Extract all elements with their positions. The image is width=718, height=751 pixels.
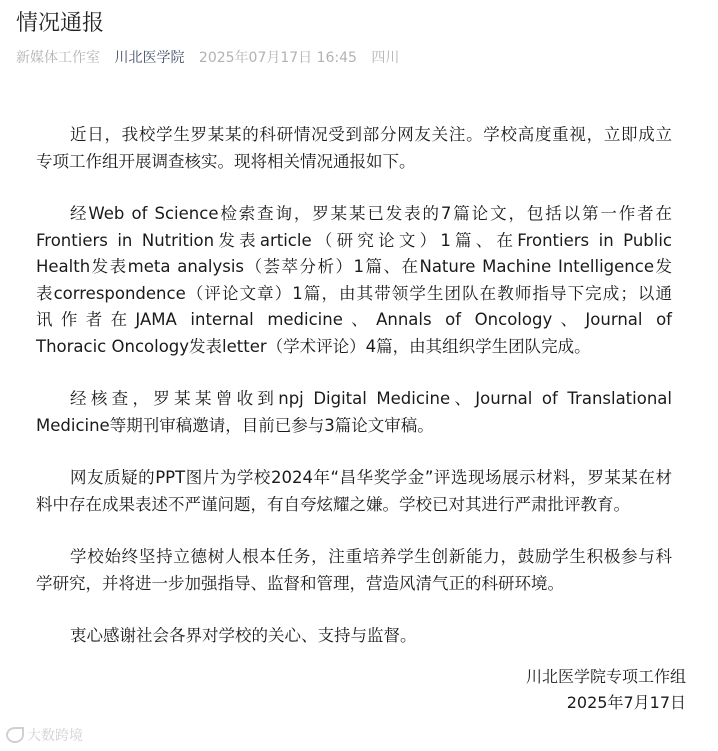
paragraph [36, 544, 672, 597]
text-line: 表correspondence（评论文章）1篇，由其带领学生团队在教师指导下完成；以通 [36, 283, 672, 303]
text-line: Health发表meta analysis（荟萃分析）1篇、在Nature Machine Intelligence发 [36, 257, 672, 276]
paragraph [36, 201, 672, 360]
text-line: 料中存在成果表述不严谨问题，有自夸炫耀之嫌。学校已对其进行严肃批评教育。 [36, 494, 630, 514]
article-body [36, 122, 672, 676]
text-line: Frontiers in Nutrition发表article（研究论文）1篇、在Frontiers in Public [36, 230, 672, 250]
signature [526, 664, 686, 716]
publish-datetime: 2025年07月17日 16:45 [198, 50, 357, 66]
signature-org: 川北医学院专项工作组 [525, 667, 686, 686]
location: 四川 [371, 50, 400, 66]
watermark [6, 725, 83, 745]
text-line: 经核查，罗某某曾收到npj Digital Medicine、Journal of Translational [70, 389, 672, 408]
paragraph [36, 465, 672, 518]
author: 新媒体工作室 [16, 50, 100, 66]
watermark-logo-icon [6, 727, 24, 743]
article-title: 情况通报 [16, 11, 105, 36]
account-name-link[interactable]: 川北医学院 [114, 50, 185, 66]
text-line: 专项工作组开展调查核实。现将相关情况通报如下。 [36, 151, 416, 171]
text-line: Thoracic Oncology发表letter（学术评论）4篇，由其组织学生团队完成。 [36, 336, 591, 356]
text-line: Medicine等期刊审稿邀请，目前已参与3篇论文审稿。 [36, 415, 434, 435]
paragraph [36, 122, 672, 175]
text-line: 网友质疑的PPT图片为学校2024年“昌华奖学金”评选现场展示材料，罗某某在材 [70, 468, 672, 487]
text-line: 近日，我校学生罗某某的科研情况受到部分网友关注。学校高度重视，立即成立 [70, 125, 672, 144]
text-line: 衷心感谢社会各界对学校的关心、支持与监督。 [70, 626, 417, 645]
signature-date: 2025年7月17日 [566, 693, 686, 712]
paragraph [36, 623, 672, 650]
text-line: 学研究，并将进一步加强指导、监督和管理，营造风清气正的科研环境。 [36, 573, 564, 593]
paragraph [36, 386, 672, 439]
article-meta [16, 47, 409, 67]
text-line: 学校始终坚持立德树人根本任务，注重培养学生创新能力，鼓励学生积极参与科 [70, 547, 672, 566]
text-line: 讯作者在JAMA internal medicine、Annals of Oncology、Journal of [36, 310, 672, 329]
text-line: 经Web of Science检索查询，罗某某已发表的7篇论文，包括以第一作者在 [70, 204, 672, 223]
watermark-text: 大数跨境 [27, 728, 83, 744]
